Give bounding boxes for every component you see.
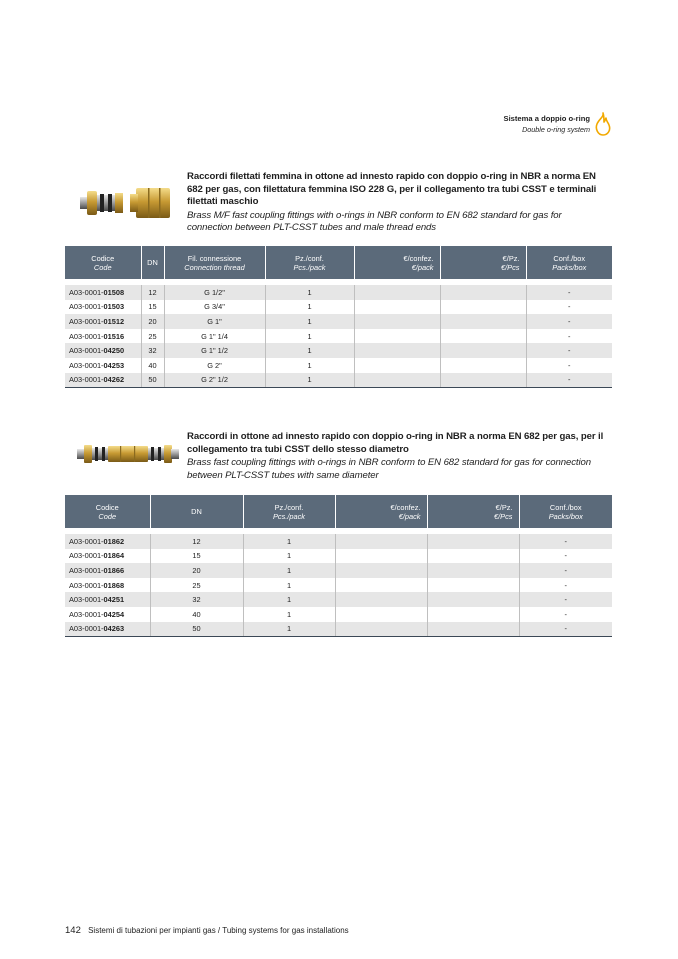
table-row (65, 607, 612, 622)
thread-cell: G 2" 1/2 (164, 373, 265, 388)
dn-cell: 32 (150, 592, 243, 607)
product-code (65, 592, 150, 607)
dn-cell: 15 (150, 549, 243, 564)
code-prefix: A03-0001- (69, 565, 104, 575)
code-prefix: A03-0001- (69, 595, 104, 605)
table-row (65, 358, 612, 373)
table-row (65, 300, 612, 315)
page-footer (65, 925, 349, 936)
dn-cell: 50 (141, 373, 164, 388)
price-pcs-cell (427, 592, 519, 607)
product-code (65, 578, 150, 593)
packs-box-cell: - (564, 551, 567, 561)
col-code: Codice Code (65, 495, 150, 528)
pcs-pack-cell: 1 (243, 578, 335, 593)
code-prefix: A03-0001- (69, 580, 104, 590)
product1-table (65, 246, 612, 388)
product1-title-en: Brass M/F fast coupling fittings with o-rings in NBR conform to EN 682 standard for gas for connection between PLT-CSST tubes and male thread ends (187, 209, 562, 234)
product-image-coupling (76, 442, 180, 466)
price-pcs-cell (427, 563, 519, 578)
product2-title-it: Raccordi in ottone ad innesto rapido con doppio o-ring in NBR a norma EN 682 per gas, per il collegamento tra tubi CSST dello stesso diametro (187, 431, 604, 455)
dn-cell: 15 (141, 300, 164, 315)
pcs-pack-cell: 1 (265, 373, 354, 388)
code-prefix: A03-0001- (69, 346, 104, 356)
product-image-mf-fitting (78, 182, 176, 224)
col-thread: Fil. connessione Connection thread (164, 246, 265, 279)
code-prefix: A03-0001- (69, 536, 104, 546)
thread-cell: G 2" (164, 358, 265, 373)
product2-table (65, 495, 612, 637)
code-prefix: A03-0001- (69, 360, 104, 370)
pcs-pack-cell: 1 (243, 534, 335, 549)
thread-cell: G 1" 1/2 (164, 343, 265, 358)
pcs-pack-cell: 1 (243, 607, 335, 622)
col-dn: DN (150, 495, 243, 528)
price-pack-cell (354, 358, 440, 373)
code-prefix: A03-0001- (69, 609, 104, 619)
code-suffix: 04263 (103, 624, 125, 634)
price-pcs-cell (440, 343, 526, 358)
table-row (65, 373, 612, 388)
table-row (65, 314, 612, 329)
price-pcs-cell (440, 314, 526, 329)
packs-box-cell: - (564, 580, 567, 590)
price-pack-cell (354, 285, 440, 300)
product-code (65, 343, 141, 358)
col-dn: DN (141, 246, 164, 279)
price-pcs-cell (440, 329, 526, 344)
col-code: Codice Code (65, 246, 141, 279)
product-code (65, 285, 141, 300)
packs-box-cell: - (519, 622, 612, 637)
col-pcs-pack: Pz./conf. Pcs./pack (243, 495, 335, 528)
pcs-pack-cell: 1 (243, 622, 335, 637)
price-pack-cell (354, 373, 440, 388)
price-pcs-cell (440, 300, 526, 315)
thread-cell: G 1" 1/4 (164, 329, 265, 344)
code-prefix: A03-0001- (69, 302, 104, 312)
product1-title (187, 171, 607, 235)
dn-cell: 20 (141, 314, 164, 329)
section-title-it: Sistema a doppio o-ring (503, 114, 590, 123)
dn-cell: 32 (141, 343, 164, 358)
thread-cell: G 1/2" (164, 285, 265, 300)
dn-cell: 12 (141, 285, 164, 300)
code-suffix: 04262 (103, 375, 125, 385)
product-code (65, 534, 150, 549)
product1-title-it: Raccordi filettati femmina in ottone ad innesto rapido con doppio o-ring in NBR a norma EN 682 per gas, con filettatura femmina ISO 228 G, per il collegamento tra tubi CSST e terminali filettati maschio (187, 171, 597, 208)
code-prefix: A03-0001- (69, 624, 104, 634)
page-number: 142 (65, 925, 81, 936)
col-price-pack: €/confez. €/pack (354, 246, 440, 279)
pcs-pack-cell: 1 (265, 314, 354, 329)
product-code (65, 300, 141, 315)
packs-box-cell: - (564, 609, 567, 619)
product-code (65, 314, 141, 329)
section-title-en: Double o-ring system (522, 125, 590, 134)
dn-cell: 25 (141, 329, 164, 344)
price-pack-cell (354, 343, 440, 358)
table-header-row (65, 246, 612, 279)
price-pcs-cell (427, 549, 519, 564)
product-code (65, 622, 150, 637)
product2-title-en: Brass fast coupling fittings with o-rings in NBR conform to EN 682 standard for gas for connection between PLT-CSST tubes with same diameter (187, 457, 591, 481)
pcs-pack-cell: 1 (243, 592, 335, 607)
price-pack-cell (354, 300, 440, 315)
code-suffix: 01503 (103, 302, 125, 312)
dn-cell: 40 (150, 607, 243, 622)
packs-box-cell: - (568, 360, 571, 370)
dn-cell: 20 (150, 563, 243, 578)
price-pcs-cell (427, 607, 519, 622)
packs-box-cell: - (519, 563, 612, 578)
section-header (504, 113, 591, 135)
packs-box-cell: - (568, 331, 571, 341)
col-price-pcs: €/Pz. €/Pcs (427, 495, 519, 528)
pcs-pack-cell: 1 (243, 563, 335, 578)
code-prefix: A03-0001- (69, 316, 104, 326)
col-packs-box: Conf./box Packs/box (526, 246, 612, 279)
code-suffix: 04254 (103, 609, 125, 619)
code-suffix: 04251 (103, 595, 125, 605)
table-row (65, 578, 612, 593)
table-header-row (65, 495, 612, 528)
price-pack-cell (354, 314, 440, 329)
col-price-pack: €/confez. €/pack (335, 495, 427, 528)
packs-box-cell: - (526, 343, 612, 358)
product-code (65, 549, 150, 564)
table-row (65, 563, 612, 578)
packs-box-cell: - (526, 314, 612, 329)
code-suffix: 01516 (103, 331, 125, 341)
footer-text: Sistemi di tubazioni per impianti gas / Tubing systems for gas installations (88, 926, 349, 935)
table-row (65, 534, 612, 549)
dn-cell: 40 (141, 358, 164, 373)
price-pack-cell (335, 549, 427, 564)
col-pcs-pack: Pz./conf. Pcs./pack (265, 246, 354, 279)
price-pcs-cell (440, 373, 526, 388)
code-suffix: 01868 (103, 580, 125, 590)
price-pack-cell (354, 329, 440, 344)
product2-title (187, 431, 615, 482)
product-code (65, 607, 150, 622)
product-code (65, 358, 141, 373)
price-pack-cell (335, 607, 427, 622)
price-pcs-cell (427, 622, 519, 637)
price-pack-cell (335, 622, 427, 637)
code-suffix: 04250 (103, 346, 125, 356)
product-code (65, 563, 150, 578)
price-pcs-cell (440, 285, 526, 300)
packs-box-cell: - (519, 592, 612, 607)
pcs-pack-cell: 1 (265, 343, 354, 358)
dn-cell: 12 (150, 534, 243, 549)
pcs-pack-cell: 1 (265, 285, 354, 300)
pcs-pack-cell: 1 (265, 300, 354, 315)
price-pcs-cell (427, 534, 519, 549)
table-row (65, 622, 612, 637)
code-prefix: A03-0001- (69, 331, 104, 341)
code-suffix: 01864 (103, 551, 125, 561)
flame-icon (593, 111, 613, 137)
table-row (65, 549, 612, 564)
price-pcs-cell (427, 578, 519, 593)
packs-box-cell: - (526, 285, 612, 300)
code-suffix: 01512 (103, 316, 125, 326)
col-packs-box: Conf./box Packs/box (519, 495, 612, 528)
pcs-pack-cell: 1 (265, 358, 354, 373)
packs-box-cell: - (526, 373, 612, 388)
code-suffix: 04253 (103, 360, 125, 370)
price-pack-cell (335, 534, 427, 549)
code-suffix: 01862 (103, 536, 125, 546)
product-code (65, 373, 141, 388)
thread-cell: G 1" (164, 314, 265, 329)
price-pack-cell (335, 578, 427, 593)
code-suffix: 01866 (103, 565, 125, 575)
col-price-pcs: €/Pz. €/Pcs (440, 246, 526, 279)
price-pcs-cell (440, 358, 526, 373)
code-prefix: A03-0001- (69, 287, 104, 297)
dn-cell: 25 (150, 578, 243, 593)
table-row (65, 285, 612, 300)
price-pack-cell (335, 563, 427, 578)
table-row (65, 329, 612, 344)
packs-box-cell: - (519, 534, 612, 549)
code-prefix: A03-0001- (69, 551, 104, 561)
pcs-pack-cell: 1 (243, 549, 335, 564)
code-prefix: A03-0001- (69, 375, 104, 385)
packs-box-cell: - (568, 302, 571, 312)
price-pack-cell (335, 592, 427, 607)
product-code (65, 329, 141, 344)
dn-cell: 50 (150, 622, 243, 637)
code-suffix: 01508 (103, 287, 125, 297)
table-row (65, 343, 612, 358)
thread-cell: G 3/4" (164, 300, 265, 315)
table-row (65, 592, 612, 607)
pcs-pack-cell: 1 (265, 329, 354, 344)
